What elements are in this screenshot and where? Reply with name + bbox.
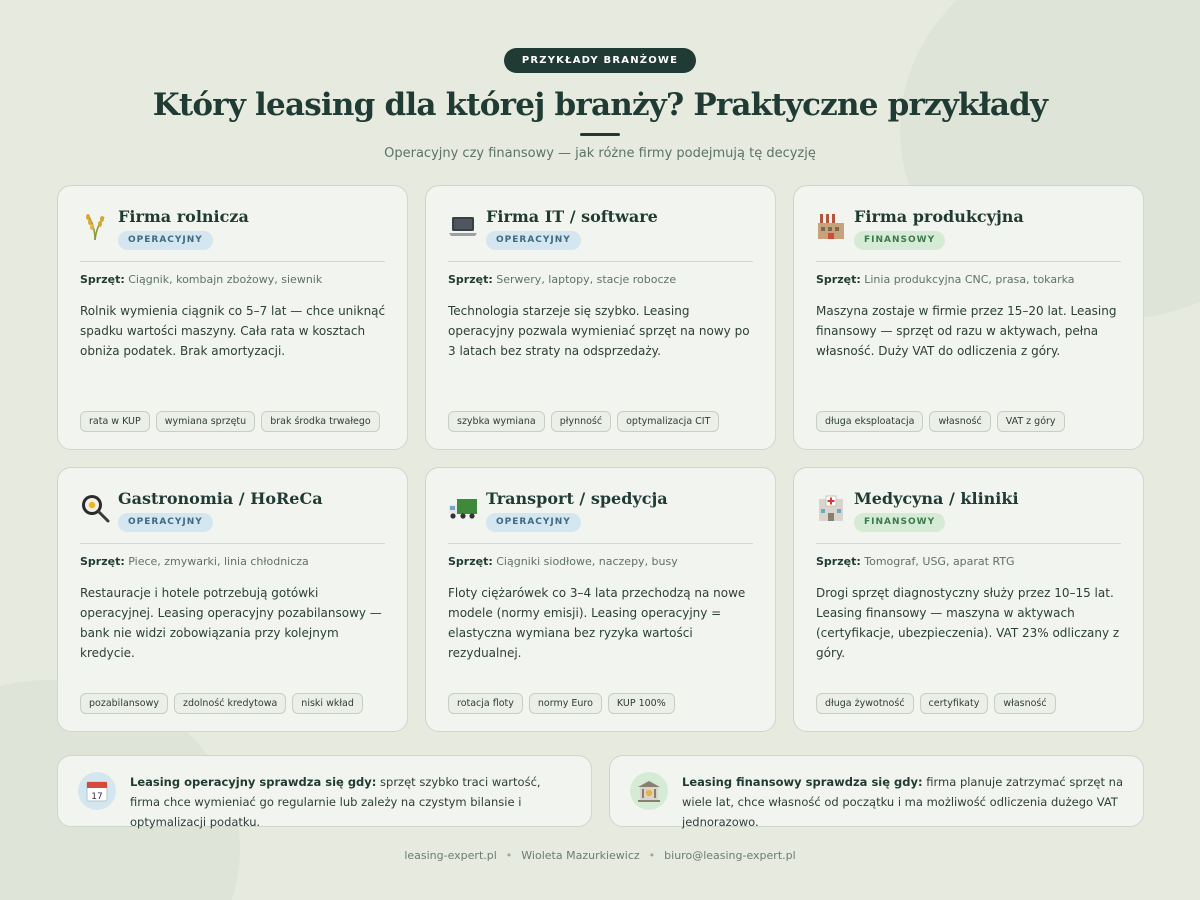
- leasing-type-badge: OPERACYJNY: [486, 231, 581, 250]
- equipment-list: Ciągnik, kombajn zbożowy, siewnik: [128, 273, 323, 286]
- divider: [816, 261, 1121, 262]
- card-description: Drogi sprzęt diagnostyczny służy przez 10–15 lat. Leasing finansowy — maszyna w aktywach (certyfikacje, ubezpieczenia). VAT 23% odliczany z góry.: [816, 586, 1120, 660]
- industry-card-it: [425, 185, 776, 450]
- equipment-list: Tomograf, USG, aparat RTG: [864, 555, 1015, 568]
- card-description: Restauracje i hotele potrzebują gotówki operacyjnej. Leasing operacyjny pozabilansowy — bank nie widzi zobowiązania przy kolejnym kredycie.: [80, 586, 382, 660]
- bank-icon: [630, 772, 668, 810]
- divider: [80, 543, 385, 544]
- summary-operacyjny: [57, 755, 592, 827]
- page-title: Który leasing dla której branży? Praktyczne przykłady: [152, 87, 1048, 123]
- calendar-icon: [78, 772, 116, 810]
- card-title: Firma produkcyjna: [854, 207, 1024, 226]
- tag: szybka wymiana: [448, 411, 545, 432]
- tag: VAT z góry: [997, 411, 1065, 432]
- title-underline: [580, 133, 620, 136]
- card-title: Medycyna / kliniki: [854, 489, 1019, 508]
- footer-email-link[interactable]: biuro@leasing-expert.pl: [664, 849, 796, 862]
- laptop-icon: [448, 211, 478, 241]
- card-description: Technologia starzeje się szybko. Leasing operacyjny pozwala wymieniać sprzęt na nowy po 3 latach bez straty na odsprzedaży.: [448, 304, 750, 358]
- equipment-line: [448, 273, 676, 286]
- tag: własność: [994, 693, 1055, 714]
- industry-card-medicine: [793, 467, 1144, 732]
- equipment-label: Sprzęt:: [448, 555, 493, 568]
- footer-site-link[interactable]: leasing-expert.pl: [404, 849, 497, 862]
- summary-text: [682, 772, 1123, 832]
- summary-text: [130, 772, 571, 832]
- divider: [448, 543, 753, 544]
- tag: własność: [929, 411, 990, 432]
- card-title: Firma rolnicza: [118, 207, 249, 226]
- summary-body: sprzęt szybko traci wartość, firma chce wymieniać go regularnie lub zależy na czystym bilansie i optymalizacji podatku.: [130, 775, 541, 829]
- equipment-line: [816, 273, 1075, 286]
- equipment-line: [816, 555, 1015, 568]
- equipment-label: Sprzęt:: [448, 273, 493, 286]
- footer: [0, 849, 1200, 862]
- tag: certyfikaty: [920, 693, 989, 714]
- card-description: Rolnik wymienia ciągnik co 5–7 lat — chce uniknąć spadku wartości maszyny. Cała rata w kosztach obniża podatek. Brak amortyzacji.: [80, 304, 386, 358]
- tag: długa żywotność: [816, 693, 914, 714]
- tag: rata w KUP: [80, 411, 150, 432]
- tag: zdolność kredytowa: [174, 693, 286, 714]
- divider: [816, 543, 1121, 544]
- tag: długa eksploatacja: [816, 411, 923, 432]
- separator-dot: •: [505, 849, 513, 862]
- card-description: Floty ciężarówek co 3–4 lata przechodzą na nowe modele (normy emisji). Leasing operacyjny = elastyczna wymiana bez ryzyka wartości rezydualnej.: [448, 586, 746, 660]
- industry-card-gastronomy: [57, 467, 408, 732]
- tag: optymalizacja CIT: [617, 411, 719, 432]
- frying-pan-icon: [80, 493, 110, 523]
- card-description: Maszyna zostaje w firmie przez 15–20 lat. Leasing finansowy — sprzęt od razu w aktywach, pełna własność. Duży VAT do odliczenia z góry.: [816, 304, 1117, 358]
- summary-lead: Leasing operacyjny sprawdza się gdy:: [130, 775, 377, 789]
- leasing-type-badge: OPERACYJNY: [118, 231, 213, 250]
- summary-lead: Leasing finansowy sprawdza się gdy:: [682, 775, 923, 789]
- equipment-list: Piece, zmywarki, linia chłodnicza: [128, 555, 309, 568]
- rice-plant-icon: [80, 211, 110, 241]
- summary-finansowy: [609, 755, 1144, 827]
- equipment-list: Serwery, laptopy, stacje robocze: [496, 273, 677, 286]
- tag-list: [448, 693, 675, 714]
- tag: normy Euro: [529, 693, 602, 714]
- equipment-label: Sprzęt:: [816, 555, 861, 568]
- tag-list: [80, 411, 380, 432]
- industry-card-transport: [425, 467, 776, 732]
- footer-author: Wioleta Mazurkiewicz: [521, 849, 640, 862]
- leasing-type-badge: FINANSOWY: [854, 513, 945, 532]
- card-title: Gastronomia / HoReCa: [118, 489, 323, 508]
- tag-list: [80, 693, 363, 714]
- card-title: Firma IT / software: [486, 207, 658, 226]
- industry-card-manufacturing: [793, 185, 1144, 450]
- tag: pozabilansowy: [80, 693, 168, 714]
- tag: wymiana sprzętu: [156, 411, 255, 432]
- hospital-icon: [816, 493, 846, 523]
- equipment-label: Sprzęt:: [80, 555, 125, 568]
- divider: [448, 261, 753, 262]
- tag-list: [816, 693, 1056, 714]
- separator-dot: •: [648, 849, 656, 862]
- tag: rotacja floty: [448, 693, 523, 714]
- equipment-label: Sprzęt:: [80, 273, 125, 286]
- tag: niski wkład: [292, 693, 363, 714]
- factory-icon: [816, 211, 846, 241]
- equipment-line: [448, 555, 678, 568]
- page-subtitle: Operacyjny czy finansowy — jak różne firmy podejmują tę decyzję: [384, 146, 816, 161]
- tag-list: [448, 411, 719, 432]
- tag: płynność: [551, 411, 611, 432]
- equipment-line: [80, 555, 309, 568]
- section-badge: PRZYKŁADY BRANŻOWE: [504, 48, 696, 73]
- equipment-list: Linia produkcyjna CNC, prasa, tokarka: [864, 273, 1075, 286]
- card-title: Transport / spedycja: [486, 489, 668, 508]
- equipment-label: Sprzęt:: [816, 273, 861, 286]
- leasing-type-badge: OPERACYJNY: [486, 513, 581, 532]
- tag: brak środka trwałego: [261, 411, 380, 432]
- divider: [80, 261, 385, 262]
- equipment-line: [80, 273, 322, 286]
- page-header: [0, 48, 1200, 161]
- industry-card-agriculture: [57, 185, 408, 450]
- truck-icon: [448, 493, 478, 523]
- leasing-type-badge: OPERACYJNY: [118, 513, 213, 532]
- tag-list: [816, 411, 1065, 432]
- summary-body: firma planuje zatrzymać sprzęt na wiele lat, chce własność od początku i ma możliwość odliczenia dużego VAT jednorazowo.: [682, 775, 1124, 829]
- tag: KUP 100%: [608, 693, 675, 714]
- equipment-list: Ciągniki siodłowe, naczepy, busy: [496, 555, 678, 568]
- calendar-day: 17: [91, 792, 103, 802]
- leasing-type-badge: FINANSOWY: [854, 231, 945, 250]
